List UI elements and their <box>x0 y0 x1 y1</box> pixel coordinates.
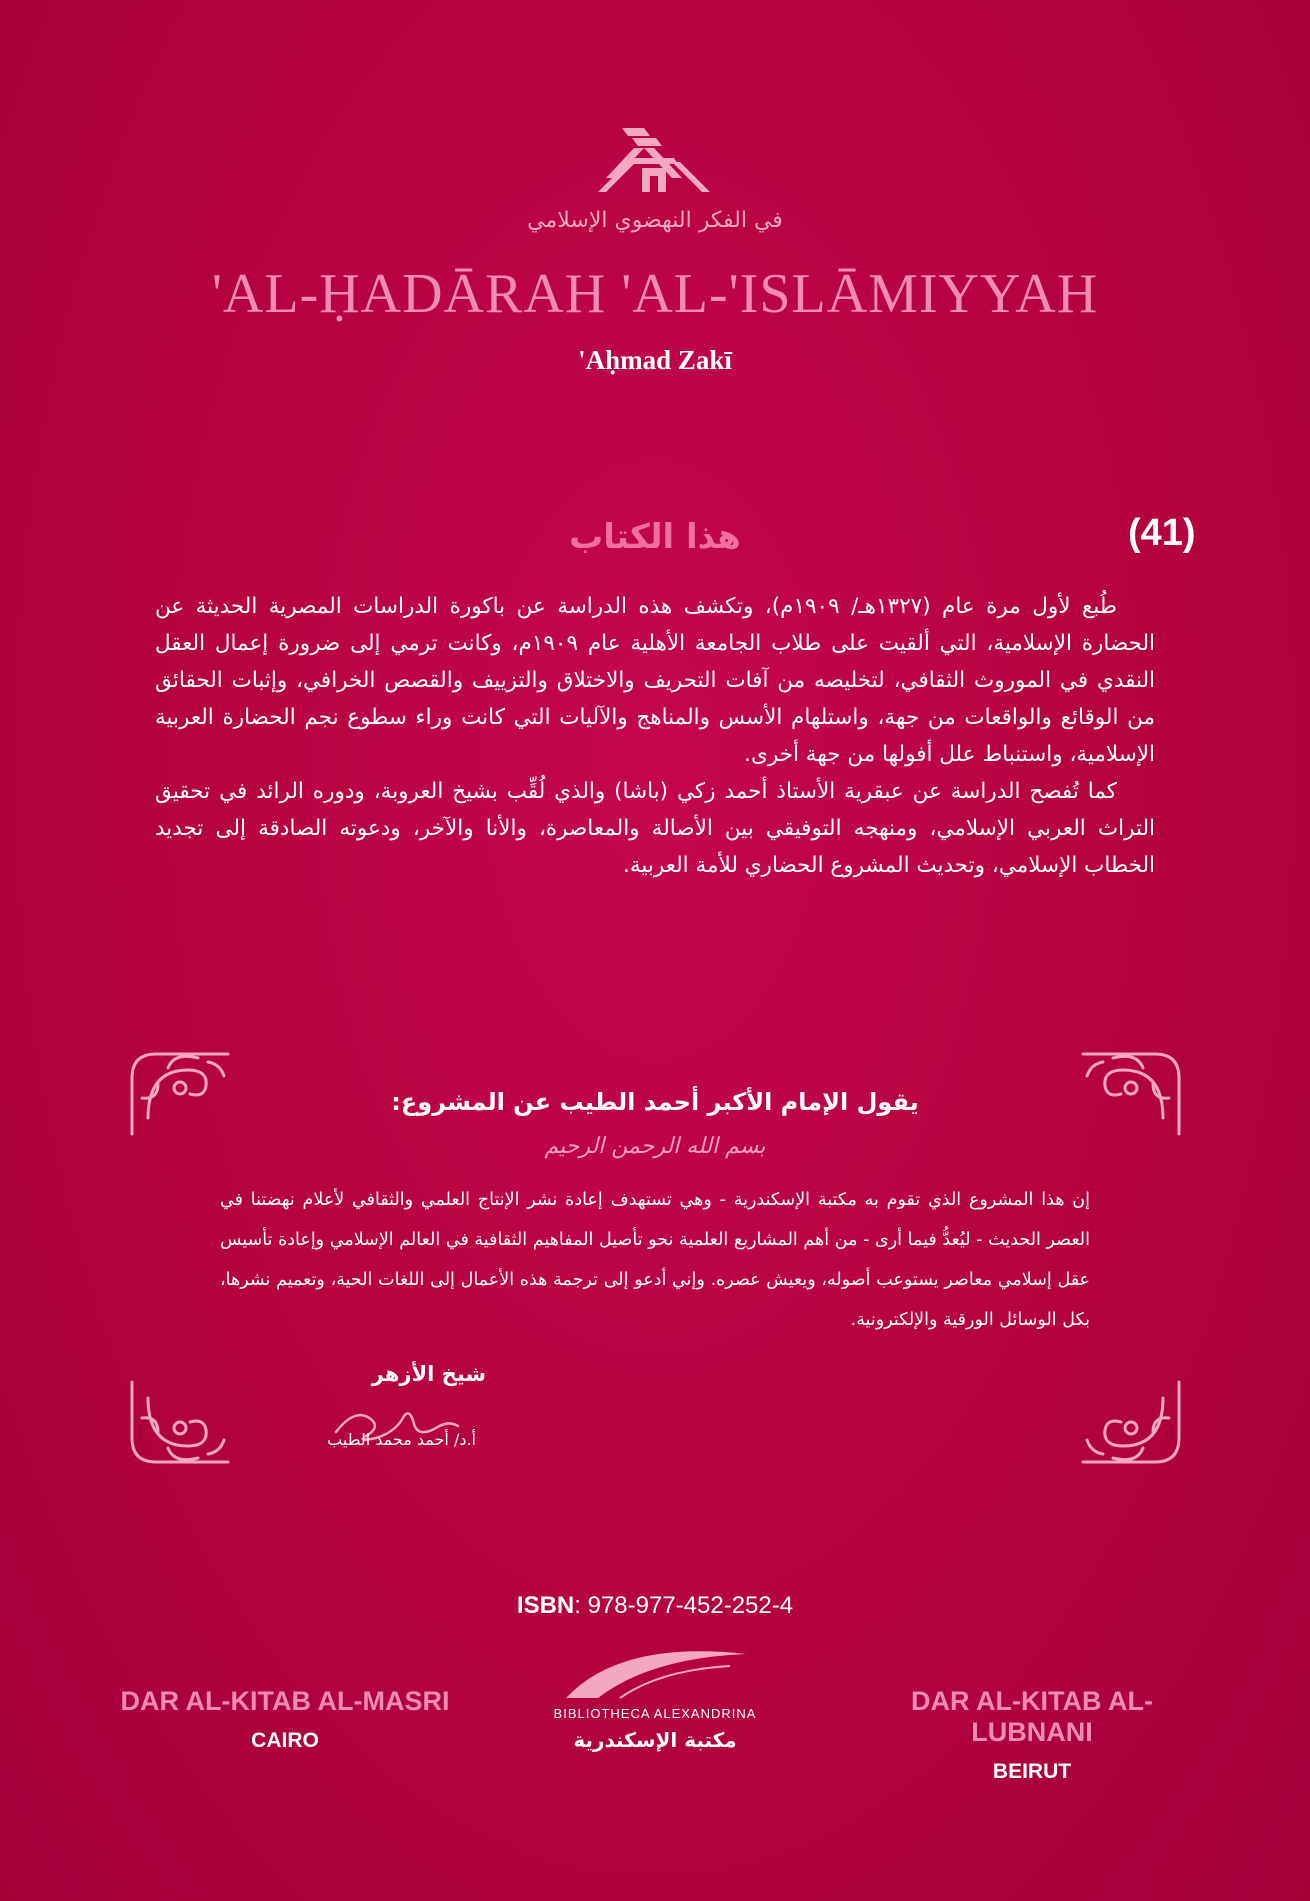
description-paragraph: كما تُفصح الدراسة عن عبقرية الأستاذ أحمد زكي (باشا) والذي لُقِّب بشيخ العروبة، ودوره الرائد في تحقيق التراث العربي الإسلامي، ومنهجه التوفيقي بين الأصالة والمعاصرة، والأنا والآخر، ودعوته الصادقة إلى تجديد الخطاب الإسلامي، وتحديث المشروع الحضاري للأمة العربية. <box>155 779 1155 878</box>
series-name: في الفكر النهضوي الإسلامي <box>527 208 783 233</box>
bibliotheca-alexandrina-logo-icon <box>560 1640 750 1700</box>
library-name-english: BIBLIOTHECA ALEXANDRINA <box>553 1706 757 1721</box>
quote-text: إن هذا المشروع الذي تقوم به مكتبة الإسكندرية - وهي تستهدف إعادة نشر الإنتاج العلمي والثقافي لأعلام نهضتنا في العصر الحديث - ليُعدُّ فيما أرى - من أهم المشاريع العلمية نحو تأصيل المفاهيم الثقافية في العالم الإسلامي وإعادة تأسيس عقل إسلامي معاصر يستوعب أصوله، ويعيش عصره. وإني أدعو إلى ترجمة هذه الأعمال إلى اللغات الحية، وتعميم نشرها، بكل الوسائل الورقية والإلكترونية. <box>220 1190 1090 1330</box>
isbn <box>0 1592 1310 1620</box>
corner-ornament-icon <box>128 1378 233 1468</box>
basmala: بسم الله الرحمن الرحيم <box>544 1134 766 1159</box>
series-number: (41) <box>1128 512 1196 554</box>
isbn-label: ISBN <box>516 1592 575 1619</box>
corner-ornament-icon <box>1078 1378 1183 1468</box>
publisher-right <box>852 1686 1212 1784</box>
library-name-arabic: مكتبة الإسكندرية <box>573 1728 737 1752</box>
description-paragraph: طُبع لأول مرة عام (١٣٢٧هـ/ ١٩٠٩م)، وتكشف هذه الدراسة عن باكورة الدراسات المصرية الحديثة عن الحضارة الإسلامية، التي ألقيت على طلاب الجامعة الأهلية عام ١٩٠٩م، وكانت ترمي إلى ضرورة إعمال العقل النقدي في الموروث الثقافي، لتخليصه من آفات التحريف والاختلاق والتزييف والقصص الخرافي، وإثبات الحقائق من الوقائع والواقعات من جهة، واستلهام الأسس والمناهج والآليات التي كانت وراء سطوع نجم الحضارة العربية الإسلامية، واستنباط علل أفولها من جهة أخرى. <box>155 594 1155 767</box>
book-author: 'Aḥmad Zakī <box>578 345 732 375</box>
signature-name: أ.د/ أحمد محمد الطيب <box>327 1430 476 1449</box>
book-title: 'AL-ḤADĀRAH 'AL-'ISLĀMIYYAH <box>211 263 1099 325</box>
publisher-left <box>120 1686 450 1753</box>
book-description <box>155 588 1155 884</box>
section-heading: هذا الكتاب <box>569 517 741 557</box>
publisher-right-city: BEIRUT <box>992 1760 1072 1783</box>
publisher-left-name: DAR AL-KITAB AL-MASRI <box>120 1686 450 1716</box>
publisher-right-name: DAR AL-KITAB AL-LUBNANI <box>911 1686 1153 1747</box>
signature-title: شيخ الأزهر <box>371 1362 486 1386</box>
isbn-value: : 978-977-452-252-4 <box>574 1592 794 1619</box>
corner-ornament-icon <box>128 1048 233 1138</box>
publisher-left-city: CAIRO <box>251 1729 319 1752</box>
quote-heading: يقول الإمام الأكبر أحمد الطيب عن المشروع: <box>391 1088 919 1116</box>
series-logo-icon <box>584 128 724 198</box>
corner-ornament-icon <box>1078 1048 1183 1138</box>
